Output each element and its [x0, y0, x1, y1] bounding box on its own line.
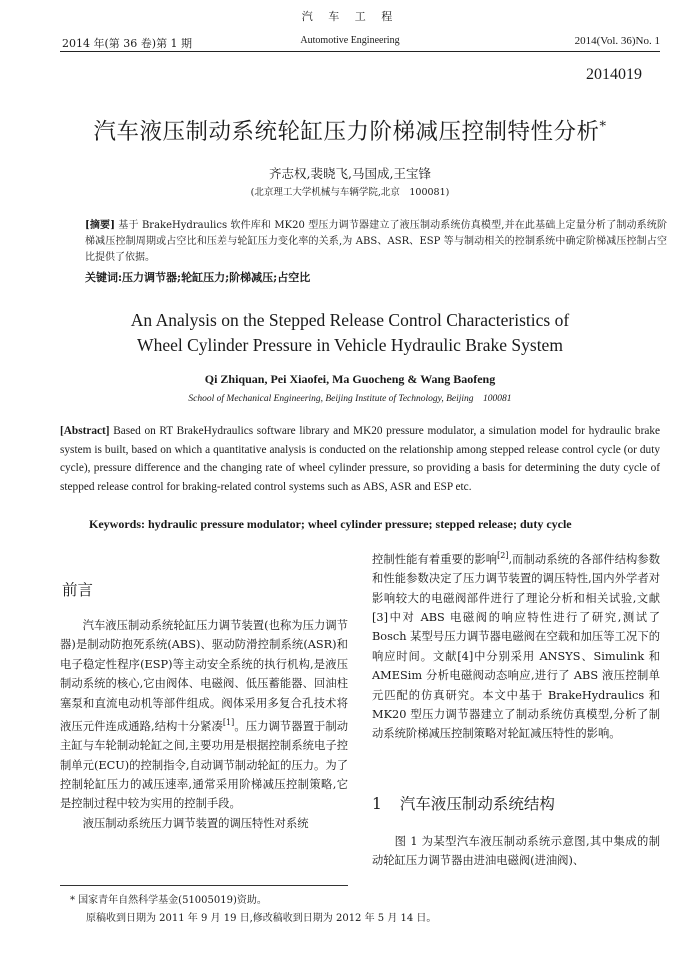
- issue-en: 2014(Vol. 36)No. 1: [574, 35, 660, 47]
- footnote-rule: [60, 885, 348, 886]
- paragraph: [372, 546, 660, 744]
- left-column: [60, 616, 348, 833]
- para-text: 。压力调节器置于制动主缸与车轮制动轮缸之间,主要功用是根据控制系统电子控制单元(ECU)的控制指令,自动调节制动轮缸的压力。为了控制轮缸压力的减压速率,通常采用阶梯减压控制策略,它是控制过程中较为实用的控制手段。: [60, 719, 348, 811]
- title-en: [0, 308, 700, 358]
- journal-name-cn: 汽 车 工 程: [301, 10, 399, 23]
- section-heading-1: [372, 792, 555, 814]
- abstract-en-text: Based on RT BrakeHydraulics software library and MK20 pressure modulator, a simulation model for hydraulic brake system is built, based on which a quantitative analysis is conducted on the relationship among stepped release control cycle (or duty cycle), pressure difference and the changing rate of wheel cylinder pressure, so providing a basis for determining the duty cycle of stepped release control for braking-related control systems such as ABS, ASR and ESP etc.: [60, 425, 661, 493]
- abstract-cn-text: 基于 BrakeHydraulics 软件库和 MK20 型压力调节器建立了液压制动系统仿真模型,并在此基础上定量分析了制动系统阶梯减压控制周期或占空比和压差与轮缸压力变化率的关系,为 ABS、ASR、ESP 等与制动相关的控制系统中确定阶梯减压控制占空比提供了依据。: [85, 220, 667, 264]
- citation: [1]: [222, 718, 235, 728]
- footnote-dates: 原稿收到日期为 2011 年 9 月 19 日,修改稿收到日期为 2012 年 5 月 14 日。: [86, 913, 437, 924]
- authors-en: Qi Zhiquan, Pei Xiaofei, Ma Guocheng & Wang Baofeng: [204, 372, 496, 386]
- footnote-funding: * 国家青年自然科学基金(51005019)资助。: [70, 895, 267, 906]
- abstract-en: [60, 422, 660, 496]
- abstract-cn-label: [摘要]: [85, 220, 115, 231]
- keywords-en: Keywords: hydraulic pressure modulator; wheel cylinder pressure; stepped release; duty cycle: [89, 517, 572, 531]
- title-en-line1: An Analysis on the Stepped Release Control Characteristics of: [130, 310, 570, 330]
- paragraph: 图 1 为某型汽车液压制动系统示意图,其中集成的制动轮缸压力调节器由进油电磁阀(进油阀)、: [372, 835, 660, 868]
- abstract-cn: [85, 218, 667, 267]
- abstract-en-label: [Abstract]: [60, 425, 110, 437]
- citation: [2]: [497, 551, 509, 560]
- paragraph: [60, 616, 348, 814]
- journal-name-en: Automotive Engineering: [300, 35, 400, 46]
- title-cn-text: 汽车液压制动系统轮缸压力阶梯减压控制特性分析: [93, 119, 600, 145]
- affiliation-cn: (北京理工大学机械与车辆学院,北京 100081): [250, 187, 450, 198]
- para-text: 控制性能有着重要的影响: [372, 552, 498, 566]
- document-number: 2014019: [586, 66, 642, 83]
- right-column-continued: [372, 832, 660, 871]
- affiliation-en: School of Mechanical Engineering, Beijing Institute of Technology, Beijing 100081: [188, 394, 512, 404]
- para-text: 汽车液压制动系统轮缸压力调节装置(也称为压力调节器)是制动防抱死系统(ABS)、驱动防滑控制系统(ASR)和电子稳定性程序(ESP)等主动安全系统的执行机构,是液压制动系统的核心,它由阀体、电磁阀、低压蓄能器、回油柱塞泵和直流电动机等部件组成。阀体采用多复合孔技术将液压元件连成通路,结构十分紧凑: [60, 619, 348, 733]
- para-text: ,而制动系统的各部件结构参数和性能参数决定了压力调节装置的调压特性,国内外学者对影响较大的电磁阀部件进行了理论分析和相关试验,文献[3]中对 ABS 电磁阀的响应特性进行了研究,测试了 Bosch 某型号压力调节器电磁阀在空载和加压等工况下的响应时间。文献[4]中分别采用 ANSYS、Simulink 和 AMESim 分析电磁阀动态响应,进行了 ABS 液压控制单元匹配的仿真研究。本文中基于 BrakeHydraulics 和 MK20 型压力调节器建立了制动系统仿真模型,分析了制动系统阶梯减压控制策略对轮缸减压特性的影响。: [372, 552, 660, 741]
- section-title: 汽车液压制动系统结构: [399, 795, 555, 813]
- title-footnote-mark: *: [599, 119, 607, 135]
- paragraph: 液压制动系统压力调节装置的调压特性对系统: [82, 816, 309, 830]
- title-cn: [0, 114, 700, 146]
- section-number: 1: [372, 795, 382, 813]
- section-heading-preface: 前言: [62, 581, 94, 599]
- header-rule: [60, 51, 660, 52]
- right-column: [372, 546, 660, 744]
- keywords-cn: 关键词:压力调节器;轮缸压力;阶梯减压;占空比: [85, 271, 311, 284]
- title-en-line2: Wheel Cylinder Pressure in Vehicle Hydraulic Brake System: [137, 335, 563, 355]
- issue-cn: 2014 年(第 36 卷)第 1 期: [62, 37, 193, 50]
- authors-cn: 齐志权,裴晓飞,马国成,王宝锋: [269, 166, 431, 181]
